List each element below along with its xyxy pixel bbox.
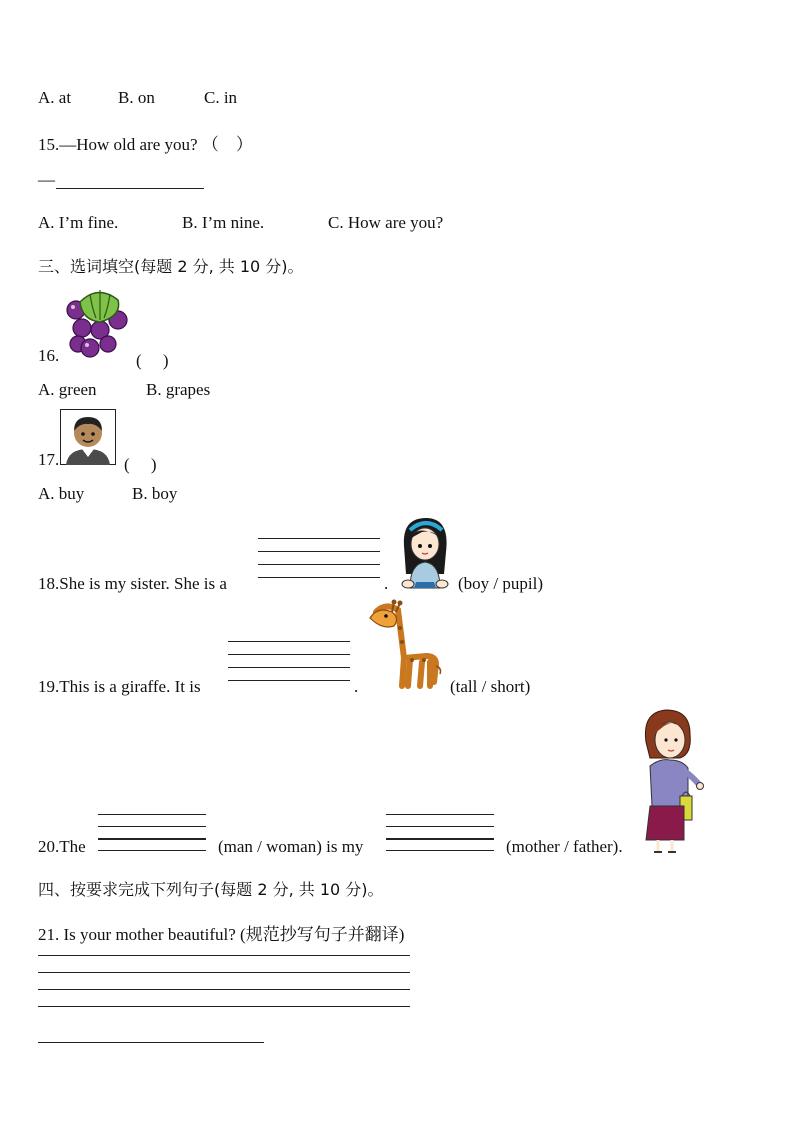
q20-writing-line-5[interactable] xyxy=(386,814,494,815)
section-4-title: 四、按要求完成下列句子(每题 2 分, 共 10 分)。 xyxy=(38,880,384,899)
q14-option-c: C. in xyxy=(204,88,238,107)
woman-icon xyxy=(640,706,706,856)
q18-writing-line-3[interactable] xyxy=(258,564,380,565)
q17-answer-paren[interactable]: ( ) xyxy=(124,455,157,474)
q19-writing-line-3[interactable] xyxy=(228,667,350,668)
q21-copy-line-4[interactable] xyxy=(38,1006,410,1007)
q20-sentence-start: 20.The xyxy=(38,837,86,856)
q16-option-b: B. grapes xyxy=(146,380,211,399)
q20-writing-line-8[interactable] xyxy=(386,850,494,851)
q17-number: 17. xyxy=(38,450,60,469)
q20-writing-line-2[interactable] xyxy=(98,826,206,827)
q18-writing-line-4[interactable] xyxy=(258,577,380,578)
grapes-icon xyxy=(62,286,130,362)
q19-sentence: 19.This is a giraffe. It is xyxy=(38,677,201,696)
q14-option-a: A. at xyxy=(38,88,72,107)
q16-number: 16. xyxy=(38,346,60,365)
q21-translation-line[interactable] xyxy=(38,1042,264,1043)
boy-icon xyxy=(60,409,116,465)
q15-answer-line[interactable] xyxy=(56,188,204,189)
q20-sentence-middle: (man / woman) is my xyxy=(218,837,364,856)
q20-choices: (mother / father). xyxy=(506,837,623,856)
q14-option-b: B. on xyxy=(118,88,155,107)
q21-copy-line-3[interactable] xyxy=(38,989,410,990)
q18-writing-line-2[interactable] xyxy=(258,551,380,552)
giraffe-icon xyxy=(364,598,444,690)
q21-copy-line-2[interactable] xyxy=(38,972,410,973)
section-3-title: 三、选词填空(每题 2 分, 共 10 分)。 xyxy=(38,257,304,276)
q20-writing-line-1[interactable] xyxy=(98,814,206,815)
q19-writing-line-2[interactable] xyxy=(228,654,350,655)
q15-option-a: A. I’m fine. xyxy=(38,213,119,232)
girl-icon xyxy=(396,512,454,590)
q20-writing-line-3[interactable] xyxy=(98,838,206,840)
q18-choices: (boy / pupil) xyxy=(458,574,543,593)
q15-answer-dash: — xyxy=(38,170,55,189)
q18-writing-line-1[interactable] xyxy=(258,538,380,539)
q19-writing-line-4[interactable] xyxy=(228,680,350,681)
q16-option-a: A. green xyxy=(38,380,97,399)
q15-question: 15.—How old are you? （ ） xyxy=(38,135,253,154)
q20-writing-line-4[interactable] xyxy=(98,850,206,851)
q17-option-a: A. buy xyxy=(38,484,85,503)
q17-option-b: B. boy xyxy=(132,484,178,503)
q19-period: . xyxy=(354,677,359,696)
q18-period: . xyxy=(384,574,389,593)
q21-question: 21. Is your mother beautiful? (规范抄写句子并翻译) xyxy=(38,925,405,944)
q18-sentence: 18.She is my sister. She is a xyxy=(38,574,227,593)
q19-writing-line-1[interactable] xyxy=(228,641,350,642)
q15-option-c: C. How are you? xyxy=(328,213,444,232)
q16-answer-paren[interactable]: ( ) xyxy=(136,351,169,370)
q20-writing-line-7[interactable] xyxy=(386,838,494,840)
q21-copy-line-1[interactable] xyxy=(38,955,410,956)
q20-writing-line-6[interactable] xyxy=(386,826,494,827)
q15-option-b: B. I’m nine. xyxy=(182,213,265,232)
q19-choices: (tall / short) xyxy=(450,677,531,696)
